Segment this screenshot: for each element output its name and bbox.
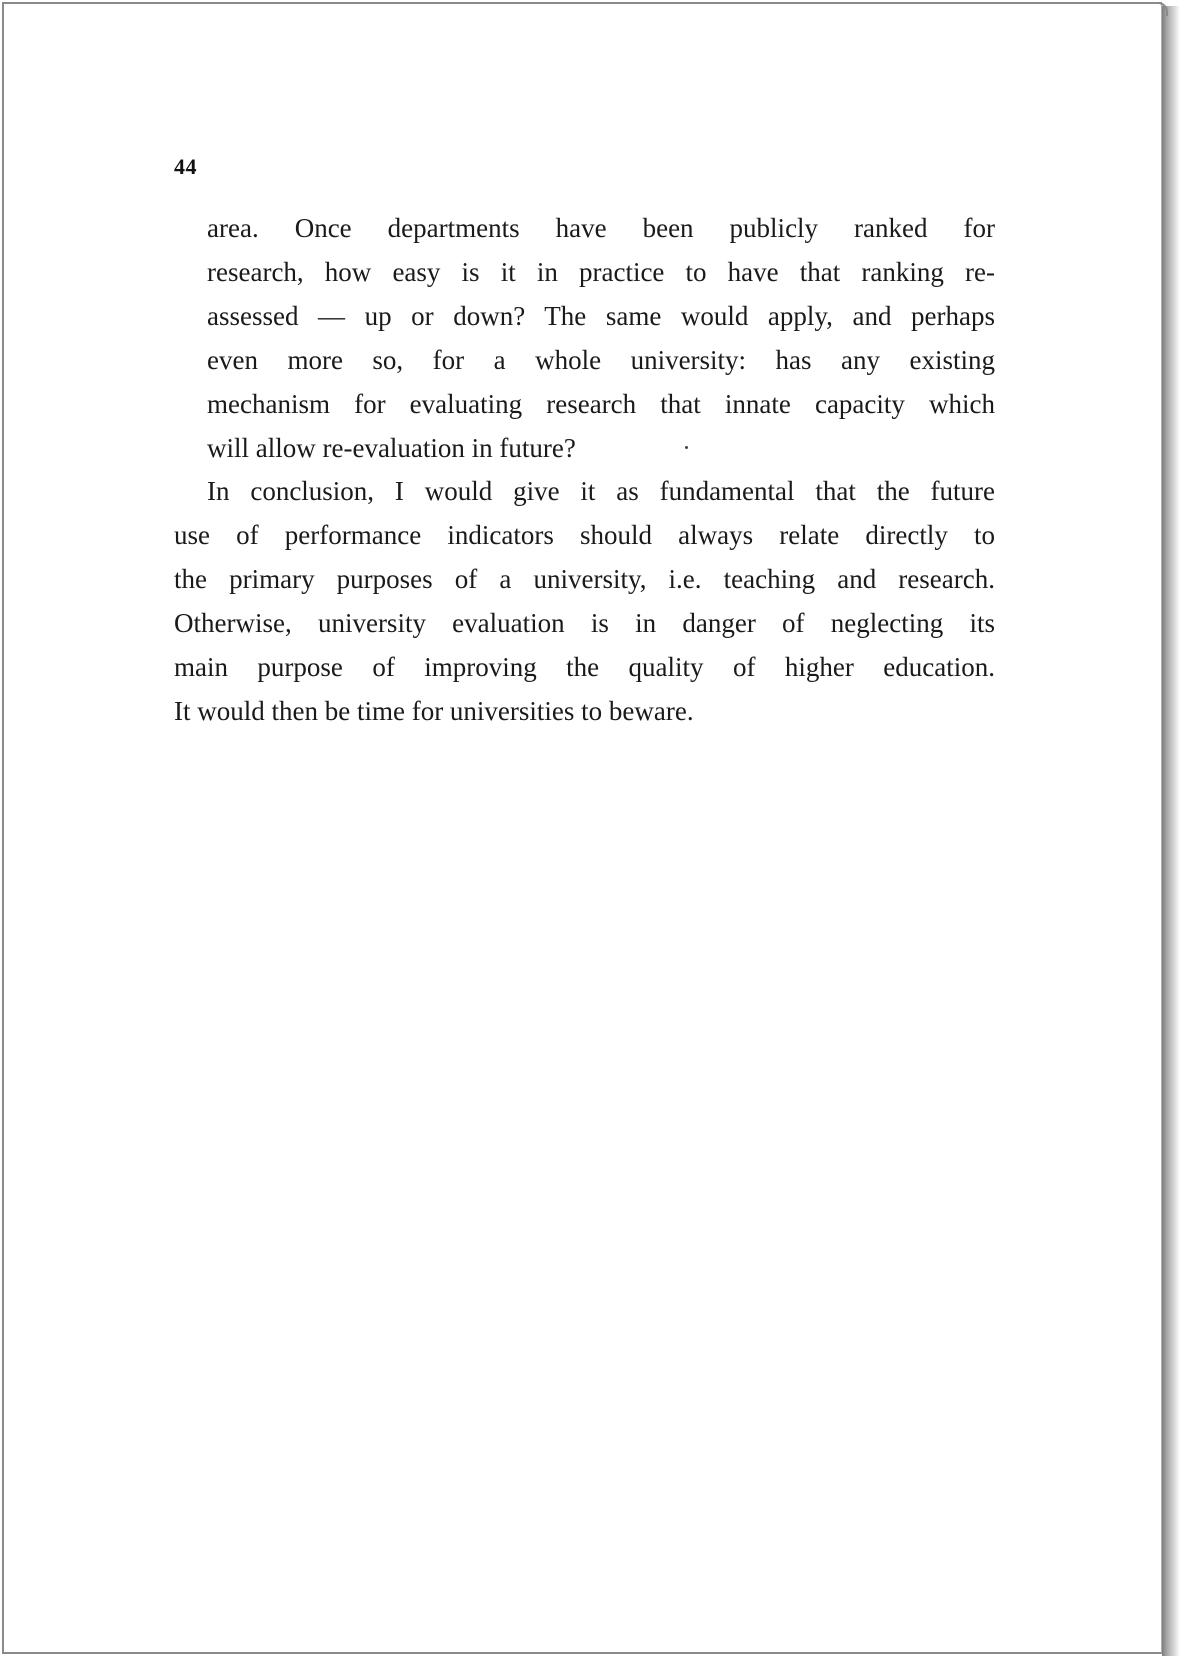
conclusion-paragraph <box>174 469 995 733</box>
quote-line: research, how easy is it in practice to have that ranking re- <box>207 257 995 287</box>
quote-line: will allow re-evaluation in future? <box>207 433 576 463</box>
page-number: 44 <box>174 154 197 179</box>
paragraph-line: use of performance indicators should always relate directly to <box>174 520 995 550</box>
paragraph-line: Otherwise, university evaluation is in danger of neglecting its <box>174 608 995 638</box>
page-edge-shadow <box>1162 6 1180 1656</box>
paragraph-line: main purpose of improving the quality of higher education. <box>174 652 995 682</box>
scan-speck <box>685 446 688 449</box>
page-curl-corner <box>1158 2 1168 16</box>
quote-line: assessed — up or down? The same would apply, and perhaps <box>207 301 995 331</box>
quote-line: area. Once departments have been publicly ranked for <box>207 213 995 243</box>
quote-line: mechanism for evaluating research that innate capacity which <box>207 389 995 419</box>
paragraph-line: the primary purposes of a university, i.e. teaching and research. <box>174 564 995 594</box>
paragraph-line: In conclusion, I would give it as fundamental that the future <box>207 476 995 506</box>
paragraph-line: It would then be time for universities to beware. <box>174 696 694 726</box>
quote-line: even more so, for a whole university: has any existing <box>207 345 995 375</box>
indented-quote-block <box>207 206 995 470</box>
